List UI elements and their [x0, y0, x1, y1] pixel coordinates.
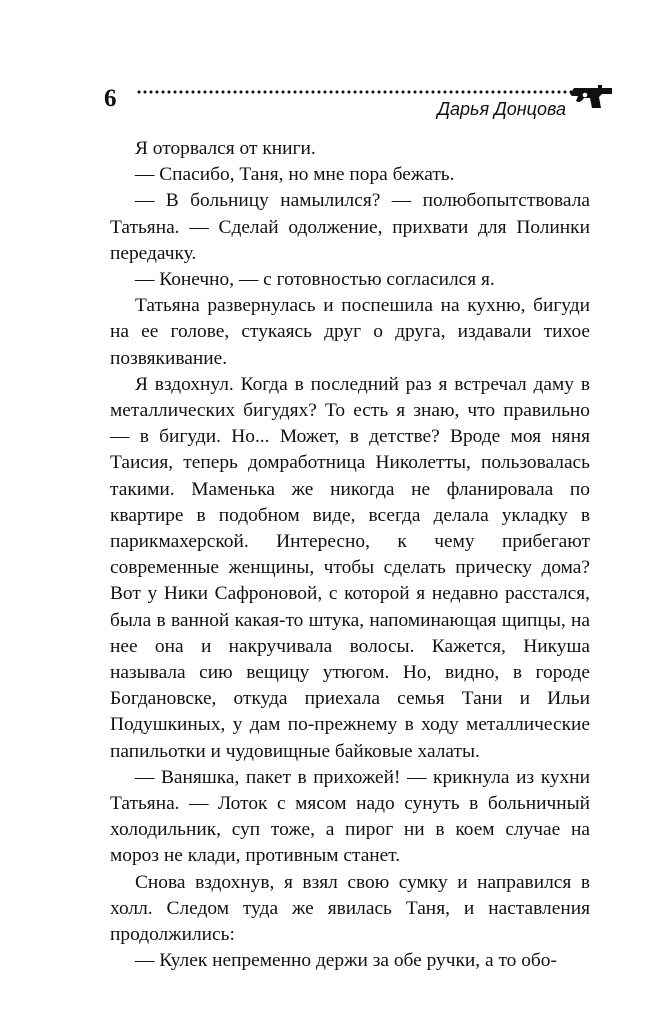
- paragraph: — Конечно, — с готовностью согласился я.: [135, 269, 495, 291]
- body-text: [110, 136, 590, 975]
- paragraph: Татьяна развернулась и поспешила на кухню, бигуди на ее голове, стукаясь друг о друга, издавали тихое позвякивание.: [110, 295, 590, 369]
- paragraph: Я оторвался от книги.: [135, 138, 316, 159]
- paragraph: — Ваняшка, пакет в прихожей! — крикнула из кухни Татьяна. — Лоток с мясом надо сунуть в больничный холодильник, суп тоже, а пирог ни в коем случае на мороз не клади, противным станет.: [110, 766, 590, 867]
- author-name: Дарья Донцова: [437, 99, 566, 119]
- paragraph: Снова вздохнув, я взял свою сумку и направился в холл. Следом туда же явилась Таня, и наставления продолжились:: [110, 871, 590, 946]
- paragraph: — Кулек непременно держи за обе ручки, а то обо-: [135, 950, 557, 972]
- page-number: 6: [104, 85, 117, 112]
- revolver-icon: [568, 82, 614, 110]
- dotted-rule: [136, 89, 598, 95]
- paragraph: — В больницу намылился? — полюбопытствовала Татьяна. — Сделай одолжение, прихвати для Полинки передачку.: [110, 190, 590, 264]
- running-header: [102, 78, 614, 124]
- paragraph: Я вздохнул. Когда в последний раз я встречал даму в металлических бигудях? То есть я знаю, что правильно — в бигуди. Но... Может, в детстве? Вроде моя няня Таисия, теперь домработница Николетты, пользовалась такими. Маменька же никогда не фланировала по квартире в подобном виде, всегда делала укладку в парикмахерской. Интересно, к чему прибегают современные женщины, чтобы сделать прическу дома? Вот у Ники Сафроновой, с которой я недавно расстался, была в ванной какая-то штука, напоминающая щипцы, на нее она и накручивала волосы. Кажется, Никуша называла сию вещицу утюгом. Но, видно, в городе Богдановске, откуда приехала семья Тани и Ильи Подушкиных, у дам по-прежнему в ходу металлические папильотки и чудовищные байковые халаты.: [110, 373, 590, 762]
- paragraph: — Спасибо, Таня, но мне пора бежать.: [135, 164, 455, 186]
